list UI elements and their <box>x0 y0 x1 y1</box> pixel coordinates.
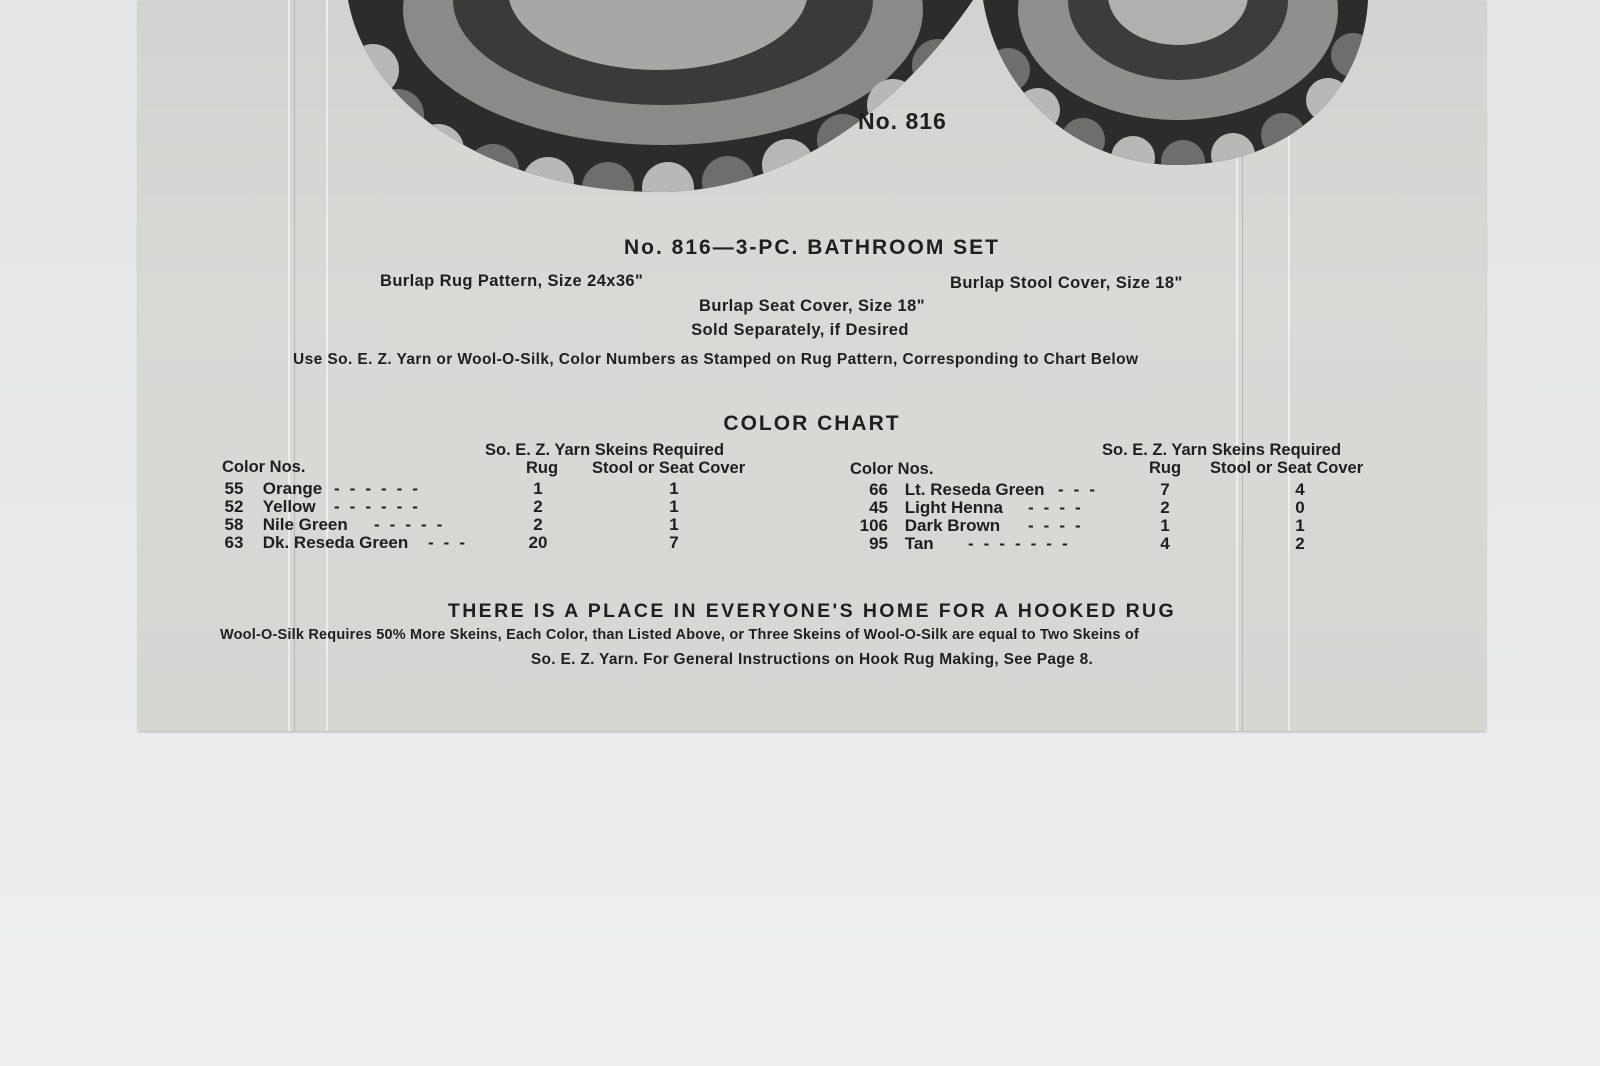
footer-line-1: Wool-O-Silk Requires 50% More Skeins, Each Color, than Listed Above, or Three Skeins of Wool-O-Silk are equal to Two Skeins of <box>220 627 1140 643</box>
stool-cover-text: Burlap Stool Cover, Size 18" <box>950 274 1183 292</box>
color-number: 106 <box>859 516 888 535</box>
table-row <box>840 534 934 554</box>
stool-value: 0 <box>1295 498 1305 517</box>
seat-cover-text: Burlap Seat Cover, Size 18" <box>699 297 925 315</box>
rug-value: 4 <box>1160 534 1170 553</box>
color-number: 66 <box>869 480 888 499</box>
stool-value: 2 <box>1295 534 1305 553</box>
color-name: Lt. Reseda Green <box>904 480 1045 499</box>
stool-seat-header: Stool or Seat Cover <box>1210 459 1364 477</box>
color-nos-header: Color Nos. <box>222 458 306 476</box>
rug-header: Rug <box>526 459 559 477</box>
sold-separately-text: Sold Separately, if Desired <box>691 321 909 339</box>
dot-leader: ------ <box>334 479 428 498</box>
dot-leader: ------ <box>334 497 428 516</box>
catalog-page <box>138 0 1486 731</box>
rug-value: 7 <box>1160 480 1170 499</box>
color-number: 63 <box>224 533 244 552</box>
color-name: Tan <box>904 534 934 553</box>
set-title: No. 816—3-PC. BATHROOM SET <box>624 236 1000 259</box>
color-number: 52 <box>224 497 244 516</box>
instructions-text: Use So. E. Z. Yarn or Wool-O-Silk, Color Numbers as Stamped on Rug Pattern, Corresponding to Chart Below <box>293 351 1139 368</box>
rug-value: 2 <box>533 515 543 534</box>
color-name: Nile Green <box>262 515 348 534</box>
table-row <box>220 497 316 517</box>
color-number: 95 <box>869 534 888 553</box>
color-chart-title: COLOR CHART <box>723 412 901 435</box>
stool-value: 1 <box>669 479 679 498</box>
rug-value: 2 <box>1160 498 1170 517</box>
color-name: Orange <box>262 479 323 498</box>
stool-value: 1 <box>1295 516 1305 535</box>
dot-leader: ------- <box>968 534 1078 553</box>
dot-leader: --- <box>1058 480 1105 499</box>
illustration-caption: No. 816 <box>858 108 947 134</box>
dot-leader: ---- <box>1028 516 1091 535</box>
stool-value: 4 <box>1295 480 1305 499</box>
table-row <box>220 533 408 553</box>
rug-header: Rug <box>1149 459 1182 477</box>
color-nos-header: Color Nos. <box>850 460 934 478</box>
skeins-required-header: So. E. Z. Yarn Skeins Required <box>485 441 725 459</box>
color-number: 58 <box>224 515 244 534</box>
hooked-rug-illustration <box>138 0 1486 210</box>
rug-value: 20 <box>528 533 548 552</box>
color-name: Yellow <box>262 497 316 516</box>
dot-leader: ---- <box>1028 498 1091 517</box>
table-row <box>840 516 1000 536</box>
rug-value: 2 <box>533 497 543 516</box>
stool-seat-header: Stool or Seat Cover <box>592 459 746 477</box>
color-name: Light Henna <box>904 498 1003 517</box>
table-row <box>840 498 1003 518</box>
skeins-required-header: So. E. Z. Yarn Skeins Required <box>1102 441 1342 459</box>
dot-leader: ----- <box>374 515 453 534</box>
table-row <box>220 479 322 499</box>
rug-value: 1 <box>1160 516 1170 535</box>
rug-value: 1 <box>533 479 543 498</box>
stool-value: 1 <box>669 515 679 534</box>
color-name: Dark Brown <box>904 516 1001 535</box>
rug-pattern-text: Burlap Rug Pattern, Size 24x36" <box>380 272 644 290</box>
stool-value: 7 <box>669 533 679 552</box>
dot-leader: --- <box>428 533 475 552</box>
table-row <box>840 480 1045 500</box>
color-name: Dk. Reseda Green <box>262 533 409 552</box>
color-number: 45 <box>869 498 888 517</box>
table-row <box>220 515 348 535</box>
footer-title: THERE IS A PLACE IN EVERYONE'S HOME FOR A HOOKED RUG <box>447 600 1177 622</box>
footer-line-2: So. E. Z. Yarn. For General Instructions on Hook Rug Making, See Page 8. <box>530 651 1094 668</box>
color-number: 55 <box>224 479 244 498</box>
stool-value: 1 <box>669 497 679 516</box>
